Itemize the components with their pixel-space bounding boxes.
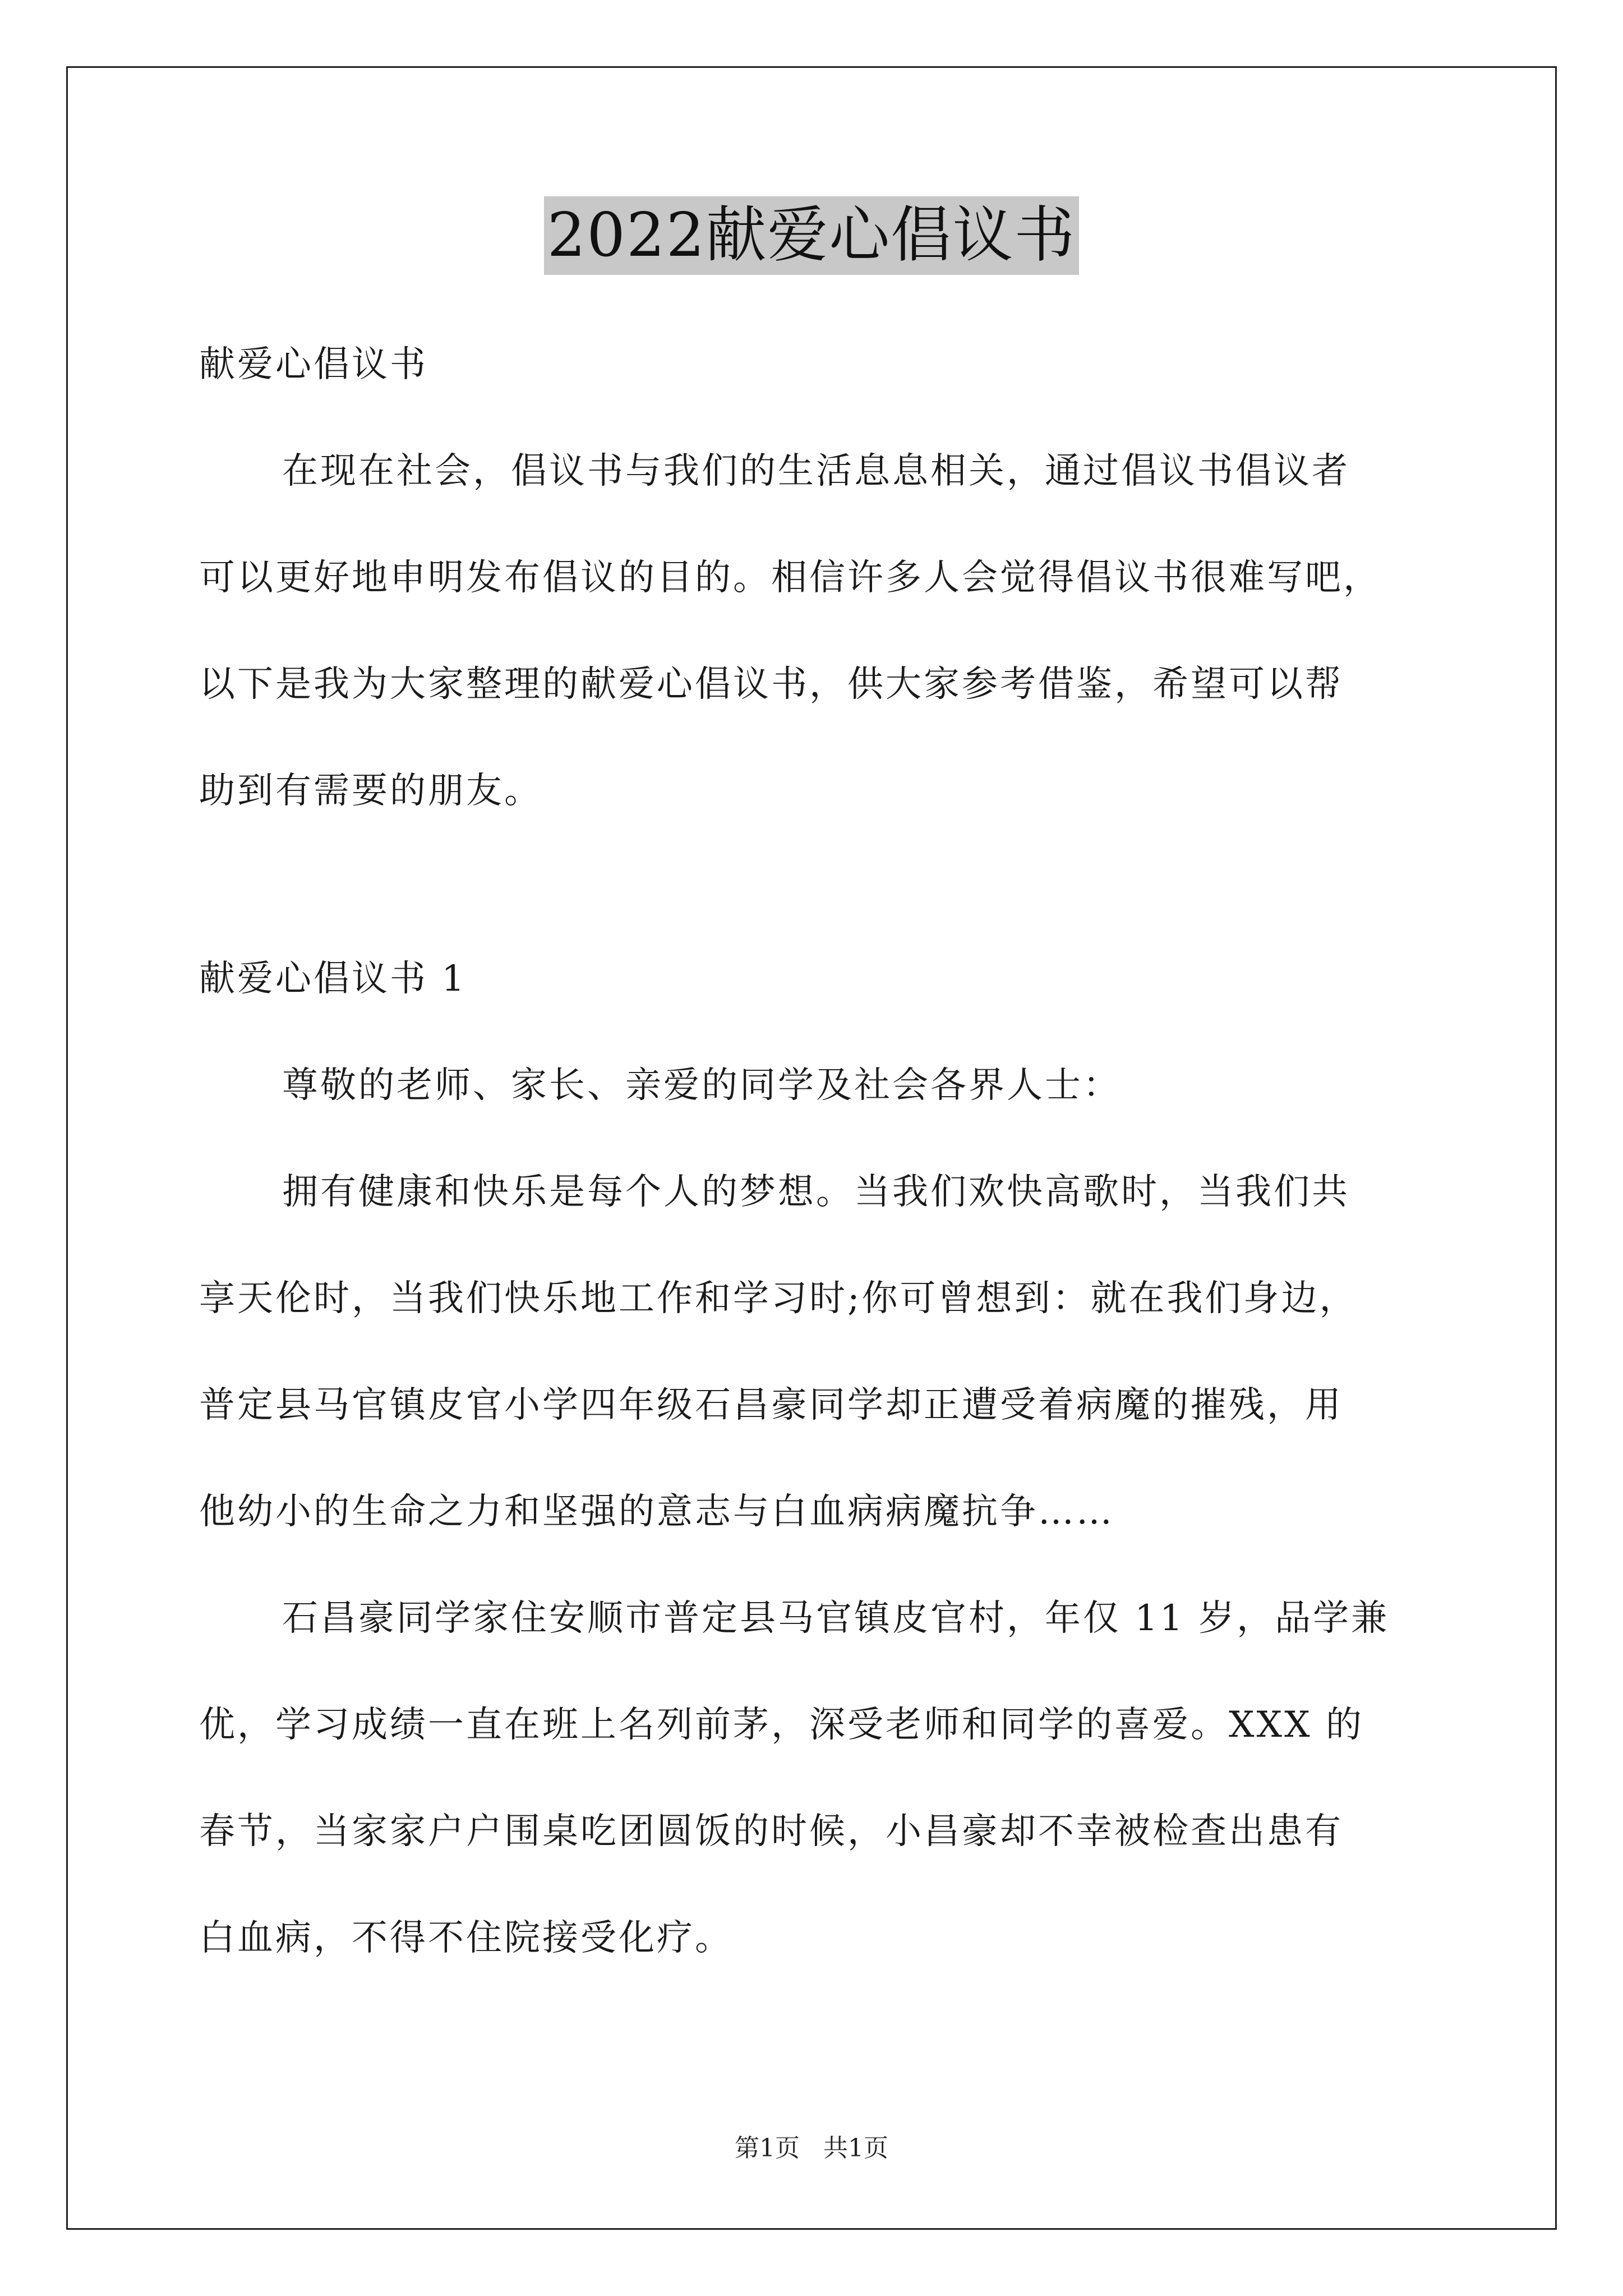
document-title: 2022献爱心倡议书 [544,196,1080,275]
intro-line: 在现在社会，倡议书与我们的生活息息相关，通过倡议书倡议者 [282,450,1350,492]
paragraph-1 [199,1170,1433,1534]
page-footer [0,2132,1623,2165]
paragraph-line: 优，学习成绩一直在班上名列前茅，深受老师和同学的喜爱。XXX 的 [199,1704,1364,1746]
paragraph-2 [199,1596,1433,1961]
paragraph-line: 普定县马官镇皮官小学四年级石昌豪同学却正遭受着病魔的摧残，用 [199,1384,1343,1426]
intro-line: 以下是我为大家整理的献爱心倡议书，供大家参考借鉴，希望可以帮 [199,664,1343,705]
paragraph-line: 白血病，不得不住院接受化疗。 [199,1917,733,1959]
paragraph-line: 拥有健康和快乐是每个人的梦想。当我们欢快高歌时，当我们共 [282,1171,1350,1213]
paragraph-line: 他幼小的生命之力和坚强的意志与白血病病魔抗争…… [199,1491,1114,1533]
intro-line: 助到有需要的朋友。 [199,770,542,812]
intro-line: 可以更好地申明发布倡议的目的。相信许多人会觉得倡议书很难写吧， [199,557,1381,599]
intro-heading: 献爱心倡议书 [199,344,428,385]
paragraph-line: 石昌豪同学家住安顺市普定县马官镇皮官村，年仅 11 岁，品学兼 [282,1598,1390,1639]
paragraph-line: 享天伦时，当我们快乐地工作和学习时;你可曾想到：就在我们身边， [199,1278,1358,1319]
salutation: 尊敬的老师、家长、亲爱的同学及社会各界人士： [282,1065,1121,1106]
page-number-current: 第1页 [735,2134,800,2162]
page-number-total: 共1页 [823,2134,888,2162]
paragraph-line: 春节，当家家户户围桌吃团圆饭的时候，小昌豪却不幸被检查出患有 [199,1811,1343,1852]
title-container [0,196,1623,275]
intro-paragraph [199,449,1433,813]
section-heading: 献爱心倡议书 1 [199,958,467,1000]
document-body [199,342,1433,1961]
